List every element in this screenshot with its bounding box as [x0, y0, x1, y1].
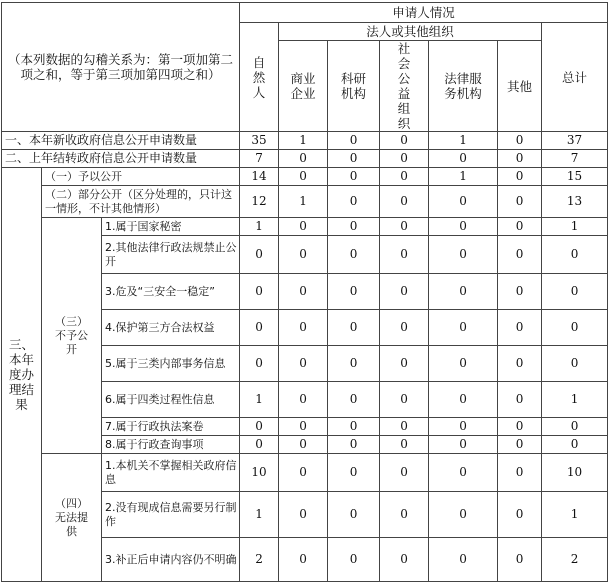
cell-value: 0 — [328, 538, 380, 582]
cell-value: 0 — [429, 436, 498, 454]
cell-value: 0 — [380, 218, 429, 236]
cell-value: 0 — [279, 418, 328, 436]
row-label: 3.补正后申请内容仍不明确 — [102, 538, 240, 582]
cell-value: 0 — [380, 346, 429, 382]
row-label: 2.没有现成信息需要另行制作 — [102, 492, 240, 538]
cell-value: 2 — [542, 538, 608, 582]
cell-value: 1 — [240, 492, 279, 538]
cell-value: 0 — [328, 382, 380, 418]
header-total: 总计 — [542, 23, 608, 132]
cell-value: 0 — [279, 150, 328, 168]
cell-value: 0 — [498, 168, 542, 186]
cell-value: 0 — [380, 310, 429, 346]
header-research: 科研机构 — [328, 41, 380, 132]
cell-value: 0 — [380, 132, 429, 150]
cell-value: 0 — [380, 436, 429, 454]
cell-value: 0 — [328, 218, 380, 236]
row-label: 7.属于行政执法案卷 — [102, 418, 240, 436]
row-label: 1.本机关不掌握相关政府信息 — [102, 454, 240, 492]
row-label: 二、上年结转政府信息公开申请数量 — [2, 150, 240, 168]
result-section-label: 三、本年度办理结果 — [2, 168, 42, 582]
cell-value: 10 — [240, 454, 279, 492]
cell-value: 1 — [279, 132, 328, 150]
cell-value: 0 — [328, 168, 380, 186]
table-row — [2, 168, 608, 186]
row-label: 6.属于四类过程性信息 — [102, 382, 240, 418]
cell-value: 0 — [328, 132, 380, 150]
group-label: （四）无法提供 — [42, 454, 102, 582]
header-natural-person: 自然人 — [240, 23, 279, 132]
group-label: （三）不予公开 — [42, 218, 102, 454]
cell-value: 0 — [429, 492, 498, 538]
cell-value: 0 — [279, 538, 328, 582]
table-row — [2, 454, 608, 492]
cell-value: 1 — [279, 186, 328, 218]
cell-value: 0 — [380, 492, 429, 538]
cell-value: 0 — [380, 186, 429, 218]
cell-value: 0 — [328, 454, 380, 492]
cell-value: 1 — [240, 382, 279, 418]
cell-value: 0 — [279, 382, 328, 418]
cell-value: 0 — [429, 218, 498, 236]
cell-value: 2 — [240, 538, 279, 582]
cell-value: 0 — [279, 310, 328, 346]
cell-value: 0 — [542, 236, 608, 274]
cell-value: 0 — [429, 310, 498, 346]
cell-value: 0 — [380, 274, 429, 310]
cell-value: 13 — [542, 186, 608, 218]
cell-value: 0 — [279, 454, 328, 492]
cell-value: 0 — [380, 382, 429, 418]
cell-value: 0 — [240, 436, 279, 454]
row-label: 8.属于行政查询事项 — [102, 436, 240, 454]
cell-value: 10 — [542, 454, 608, 492]
cell-value: 0 — [429, 346, 498, 382]
cell-value: 0 — [380, 168, 429, 186]
header-note: （本列数据的勾稽关系为：第一项加第二项之和，等于第三项加第四项之和） — [2, 3, 240, 132]
header-applicant: 申请人情况 — [240, 3, 608, 23]
row-label: 4.保护第三方合法权益 — [102, 310, 240, 346]
header-commercial: 商业企业 — [279, 41, 328, 132]
cell-value: 0 — [498, 186, 542, 218]
table-row — [2, 150, 608, 168]
cell-value: 14 — [240, 168, 279, 186]
cell-value: 0 — [498, 436, 542, 454]
cell-value: 7 — [240, 150, 279, 168]
cell-value: 0 — [498, 346, 542, 382]
cell-value: 15 — [542, 168, 608, 186]
table-row — [2, 132, 608, 150]
cell-value: 1 — [429, 168, 498, 186]
row-label: 2.其他法律行政法规禁止公开 — [102, 236, 240, 274]
cell-value: 0 — [542, 418, 608, 436]
cell-value: 0 — [328, 346, 380, 382]
cell-value: 0 — [429, 454, 498, 492]
cell-value: 0 — [240, 346, 279, 382]
disclosure-table — [1, 2, 608, 582]
cell-value: 1 — [542, 492, 608, 538]
cell-value: 0 — [498, 310, 542, 346]
cell-value: 37 — [542, 132, 608, 150]
cell-value: 0 — [498, 418, 542, 436]
row-label: （一）予以公开 — [42, 168, 240, 186]
cell-value: 0 — [380, 454, 429, 492]
cell-value: 1 — [240, 218, 279, 236]
cell-value: 35 — [240, 132, 279, 150]
cell-value: 0 — [498, 382, 542, 418]
cell-value: 0 — [542, 274, 608, 310]
header-law: 法律服务机构 — [429, 41, 498, 132]
cell-value: 0 — [498, 236, 542, 274]
cell-value: 0 — [328, 186, 380, 218]
cell-value: 0 — [498, 538, 542, 582]
row-label: 1.属于国家秘密 — [102, 218, 240, 236]
cell-value: 0 — [429, 236, 498, 274]
cell-value: 7 — [542, 150, 608, 168]
header-other: 其他 — [498, 41, 542, 132]
row-label: 5.属于三类内部事务信息 — [102, 346, 240, 382]
cell-value: 0 — [279, 236, 328, 274]
cell-value: 1 — [542, 382, 608, 418]
cell-value: 0 — [498, 150, 542, 168]
cell-value: 0 — [328, 236, 380, 274]
cell-value: 0 — [279, 346, 328, 382]
cell-value: 0 — [498, 274, 542, 310]
cell-value: 0 — [498, 454, 542, 492]
cell-value: 0 — [380, 418, 429, 436]
table-row — [2, 186, 608, 218]
cell-value: 0 — [542, 310, 608, 346]
cell-value: 0 — [328, 274, 380, 310]
header-social: 社会公益组织 — [380, 41, 429, 132]
cell-value: 0 — [328, 436, 380, 454]
cell-value: 1 — [429, 132, 498, 150]
cell-value: 1 — [542, 218, 608, 236]
cell-value: 0 — [429, 418, 498, 436]
header-legal-group: 法人或其他组织 — [279, 23, 542, 41]
cell-value: 0 — [380, 150, 429, 168]
cell-value: 0 — [380, 538, 429, 582]
cell-value: 0 — [279, 274, 328, 310]
cell-value: 0 — [328, 418, 380, 436]
cell-value: 0 — [498, 218, 542, 236]
cell-value: 0 — [542, 436, 608, 454]
cell-value: 0 — [429, 186, 498, 218]
cell-value: 0 — [240, 274, 279, 310]
cell-value: 0 — [429, 274, 498, 310]
cell-value: 0 — [542, 346, 608, 382]
cell-value: 0 — [328, 150, 380, 168]
cell-value: 0 — [240, 236, 279, 274]
cell-value: 0 — [328, 492, 380, 538]
cell-value: 12 — [240, 186, 279, 218]
cell-value: 0 — [429, 150, 498, 168]
table-row — [2, 218, 608, 236]
cell-value: 0 — [498, 492, 542, 538]
cell-value: 0 — [279, 218, 328, 236]
cell-value: 0 — [279, 168, 328, 186]
cell-value: 0 — [240, 418, 279, 436]
row-label: 3.危及“三安全一稳定” — [102, 274, 240, 310]
row-label: （二）部分公开（区分处理的，只计这一情形，不计其他情形） — [42, 186, 240, 218]
row-label: 一、本年新收政府信息公开申请数量 — [2, 132, 240, 150]
cell-value: 0 — [279, 436, 328, 454]
cell-value: 0 — [279, 492, 328, 538]
cell-value: 0 — [380, 236, 429, 274]
cell-value: 0 — [429, 538, 498, 582]
cell-value: 0 — [240, 310, 279, 346]
cell-value: 0 — [498, 132, 542, 150]
cell-value: 0 — [429, 382, 498, 418]
cell-value: 0 — [328, 310, 380, 346]
